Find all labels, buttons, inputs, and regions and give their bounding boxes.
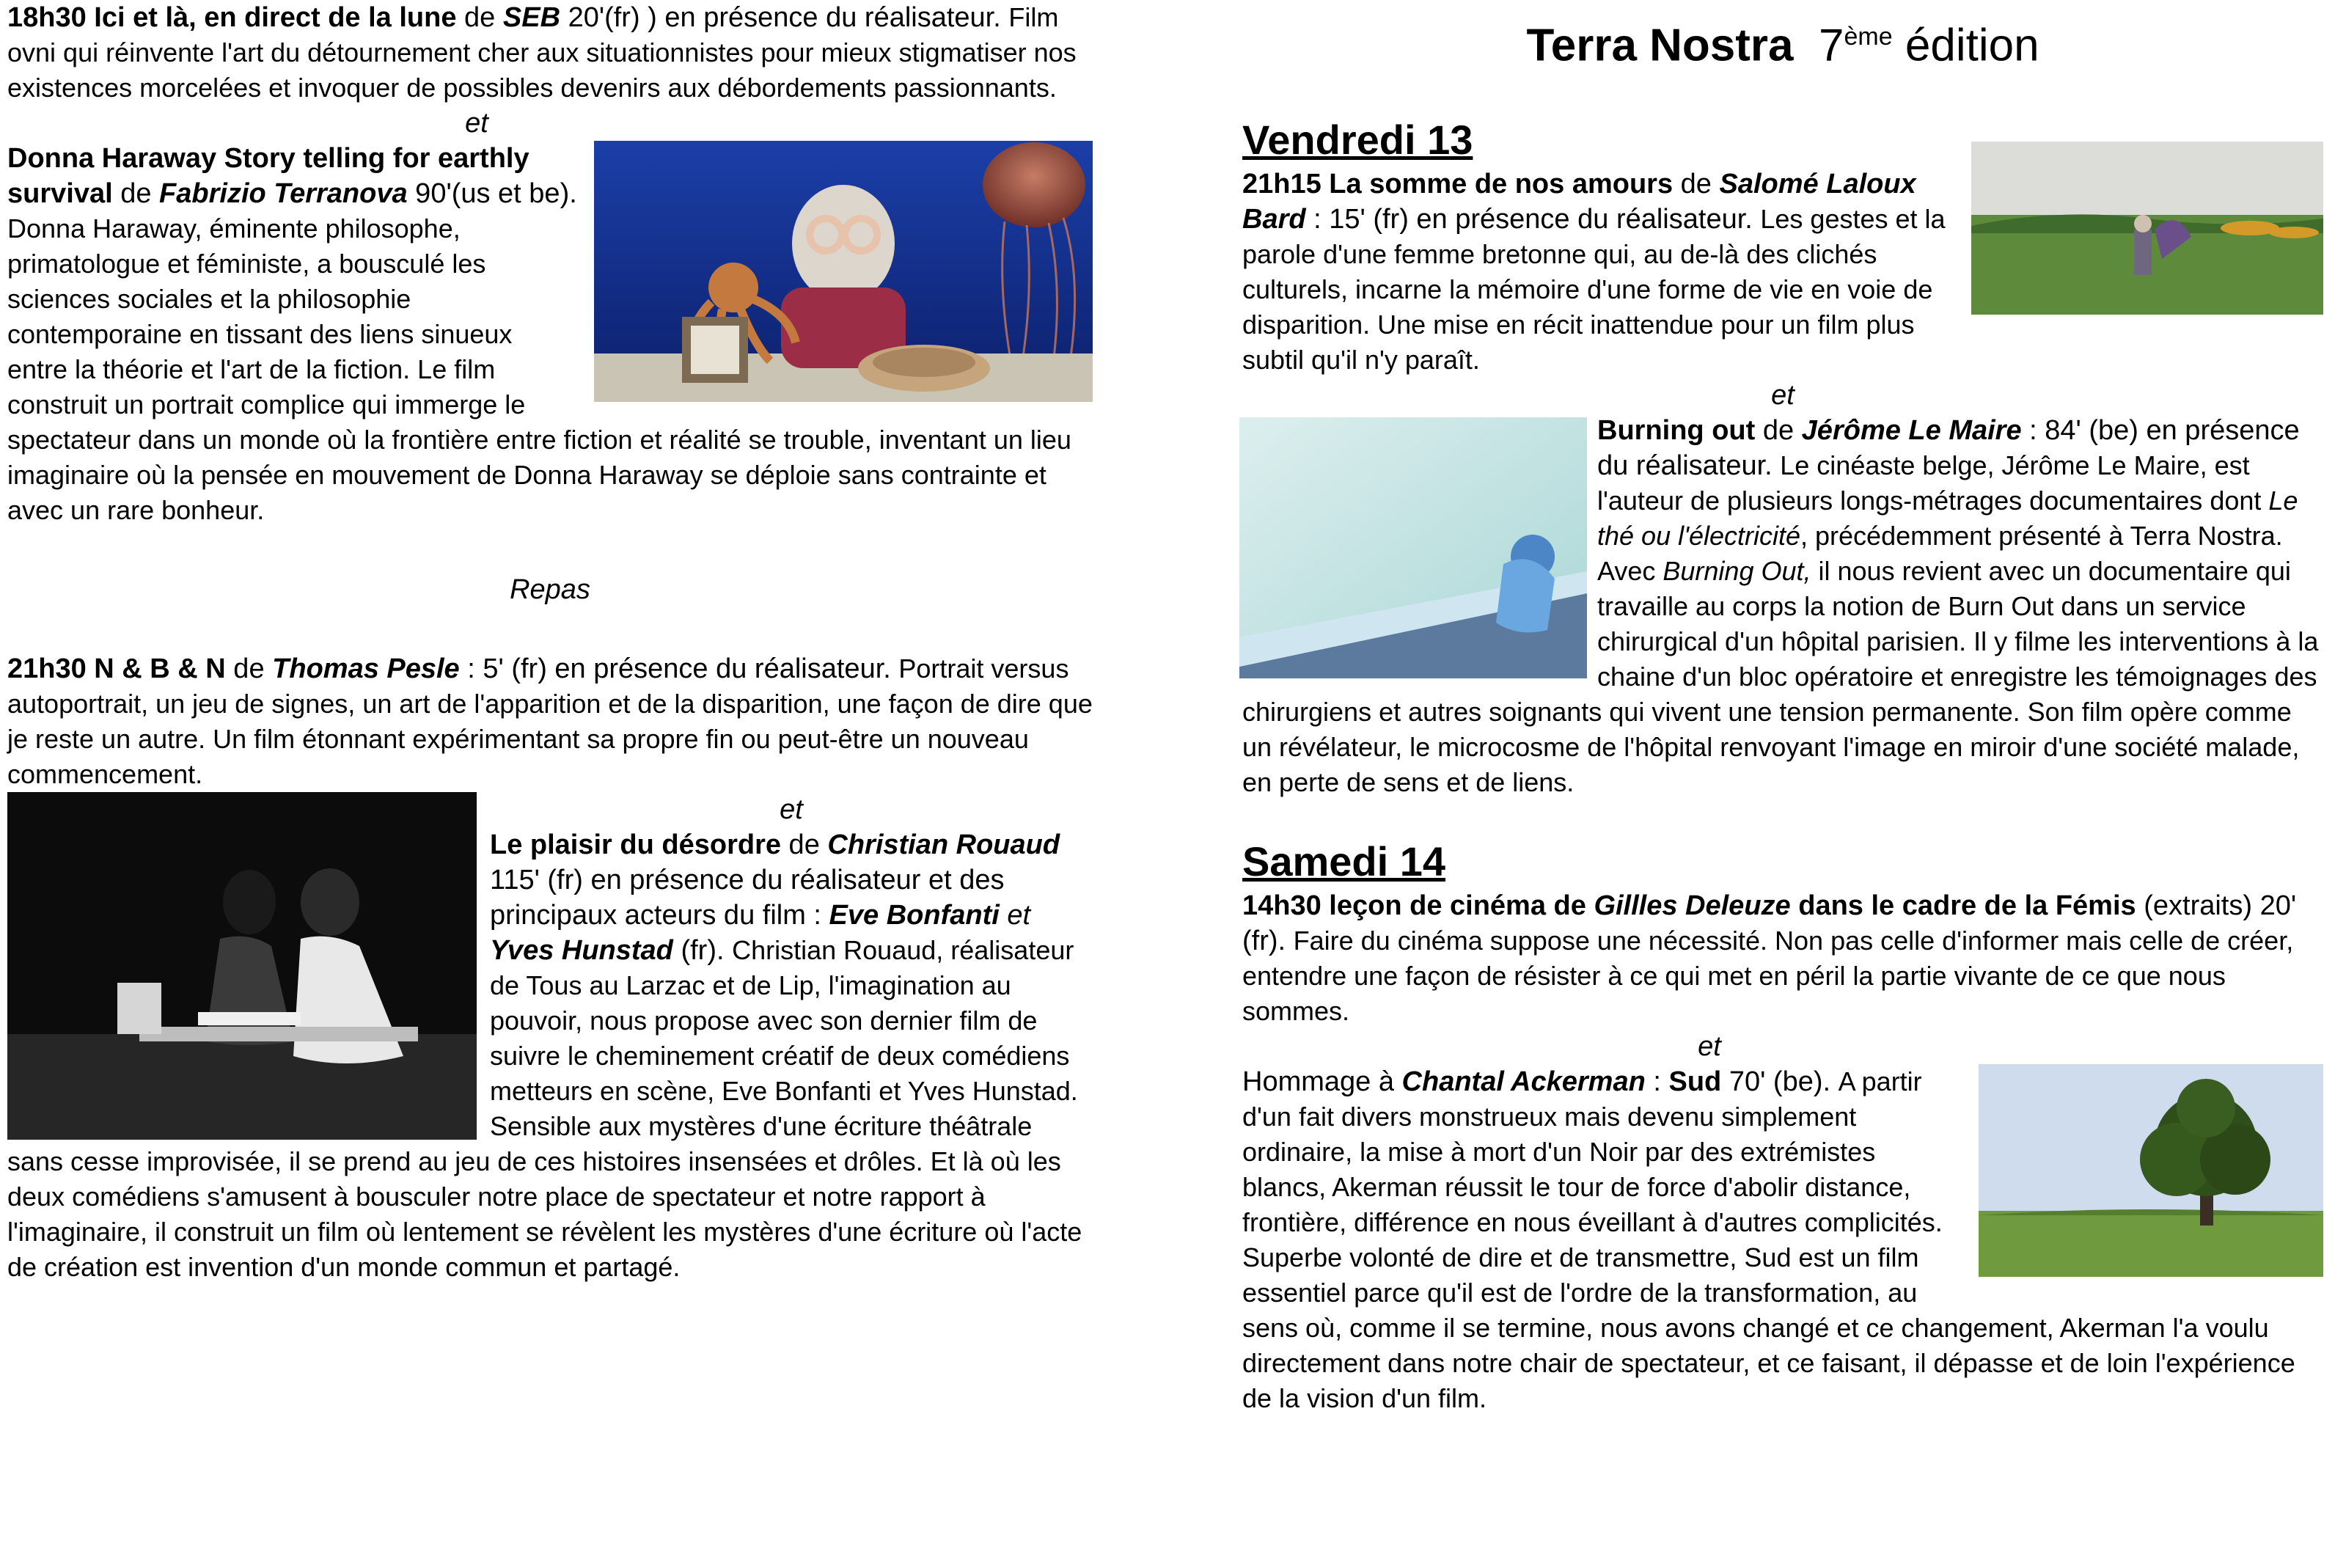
text-run: : 84' (be) en présence du réalisateur. <box>1597 414 2300 481</box>
text-run: Gillles Deleuze <box>1594 890 1791 921</box>
text-run: 14h30 leçon de cinéma de <box>1242 890 1594 921</box>
text-run: Eve Bonfanti <box>829 900 1000 931</box>
text-run: Salomé Laloux Bard <box>1242 168 1916 235</box>
day-heading-vendredi: Vendredi 13 <box>1242 116 1473 163</box>
text-run: Hommage à <box>1242 1066 1402 1097</box>
text-run: Donna Haraway Story telling for earthly survival <box>7 143 529 209</box>
text-run: Le thé ou l'électricité <box>1597 485 2298 551</box>
program-entry-n-b-n <box>7 651 1093 792</box>
text-run: dans le cadre de la Fémis <box>1790 890 2136 921</box>
text-run: de <box>781 829 828 860</box>
et-separator: et <box>465 108 488 139</box>
haraway-photo <box>594 141 1093 402</box>
text-run: Jérôme Le Maire <box>1801 414 2022 446</box>
text-run: (fr). <box>672 935 733 966</box>
text-run: de <box>1673 168 1720 199</box>
text-run: (extraits) 20' (fr). <box>1242 890 2297 956</box>
text-run: Thomas Pesle <box>272 653 460 684</box>
text-run: de <box>225 653 273 684</box>
text-run: Christian Rouaud, réalisateur de Tous au Larzac et de Lip, l'imagination au pouvoir, nous propose avec son dernier film de suivre le cheminement créatif de deux comédiens metteurs en scène, Eve Bonfanti et Yves Hunstad. Sensible aux mystères d'une écriture théâtrale sans cesse improvisée, il se prend au jeu de ces histoires insensées et drôles. Et là où les deux comédiens s'amusent à bousculer notre place de spectateur et notre rapport à l'imaginaire, il construit un film où lentement se révèlent les mystères d'une écriture où l'acte de création est invention d'un monde commun et partagé. <box>7 935 1082 1282</box>
text-run: Burning Out, <box>1663 555 1811 586</box>
text-run: Le plaisir du désordre <box>490 829 781 860</box>
left-column <box>7 0 1093 1285</box>
text-run: 115' (fr) en présence du réalisateur et des principaux acteurs du film : <box>490 865 1005 931</box>
text-run: Les gestes et la parole d'une femme bretonne qui, au de-là des clichés culturels, incarne la mémoire d'une forme de vie en voie de disparition. Une mise en récit inattendue pour un film plus subtil qu'il n'y paraît. <box>1242 203 1946 375</box>
text-run: Faire du cinéma suppose une nécessité. Non pas celle d'informer mais celle de créer, entendre une façon de résister à ce qui met en péril la partie vivante de ce que nous sommes. <box>1242 925 2294 1026</box>
text-run: : 5' (fr) en présence du réalisateur. <box>459 653 899 684</box>
text-run: Le cinéaste belge, Jérôme Le Maire, est l'auteur de plusieurs longs-métrages documentaires dont <box>1597 450 2269 516</box>
et-separator: et <box>780 794 803 825</box>
text-run: 21h15 La somme de nos amours <box>1242 168 1674 199</box>
program-entry-deleuze <box>1242 888 2323 1029</box>
rouaud-photo <box>7 792 477 1140</box>
text-run: de <box>112 178 160 209</box>
text-run: Film ovni qui réinvente l'art du détournement cher aux situationnistes pour mieux stigmatiser nos existences morcelées et invoquer de possibles devenirs aux débordements passionnants. <box>7 2 1077 103</box>
text-run: 18h30 Ici et là, en direct de la lune <box>7 2 457 33</box>
program-entry-plaisir-du-desordre <box>7 792 1093 1285</box>
text-run: SEB <box>502 2 561 33</box>
text-run: , précédemment présenté à Terra Nostra. Avec <box>1597 520 2283 586</box>
text-run: Burning out <box>1597 414 1756 446</box>
program-entry-sud-ackerman <box>1242 1064 2323 1416</box>
right-column <box>1242 0 2323 1416</box>
program-entry-somme-de-nos-amours <box>1242 166 2323 378</box>
et-separator: et <box>1771 379 1795 411</box>
text-run: et <box>999 900 1031 931</box>
text-run: : 15' (fr) en présence du réalisateur. <box>1305 203 1761 235</box>
sud-photo <box>1979 1064 2323 1277</box>
text-run: 21h30 N & B & N <box>7 653 226 684</box>
program-entry-donna-haraway <box>7 141 1093 528</box>
text-run: : <box>1645 1066 1669 1097</box>
et-separator: et <box>1698 1030 1721 1062</box>
text-run: Chantal Ackerman <box>1401 1066 1646 1097</box>
text-run: A partir d'un fait divers monstrueux mais devenu simplement ordinaire, la mise à mort d'un Noir par des extrémistes blancs, Akerman réussit le tour de force d'abolir distance, frontière, différence en nous éveillant à d'autres complicités. Superbe volonté de dire et de transmettre, Sud est un film essentiel parce qu'il est de l'ordre de la transformation, au sens où, comme il se termine, nous avons changé et ce changement, Akerman l'a voulu directement dans notre chair de spectateur, et ce faisant, il dépasse et de loin l'expérience de la vision d'un film. <box>1242 1066 2295 1413</box>
laloux-photo <box>1971 142 2323 315</box>
text-run: de <box>456 2 503 33</box>
text-run: Portrait versus autoportrait, un jeu de signes, un art de l'apparition et de la disparition, une façon de dire que je reste un autre. Un film étonnant expérimentant sa propre fin ou peut-être un nouveau commencement. <box>7 653 1093 789</box>
program-entry-ici-et-la <box>7 0 1093 106</box>
burning-out-photo <box>1239 417 1587 678</box>
text-run: de <box>1755 414 1802 446</box>
text-run: 90'(us et be). <box>407 178 577 209</box>
text-run: Fabrizio Terranova <box>159 178 408 209</box>
text-run: 70' (be). <box>1721 1066 1839 1097</box>
text-run: Sud <box>1668 1066 1722 1097</box>
text-run: Yves Hunstad <box>490 935 673 966</box>
text-run: 20'(fr) ) en présence du réalisateur. <box>560 2 1009 33</box>
text-run: il nous revient avec un documentaire qui travaille au corps la notion de Burn Out dans un service chirurgical d'un hôpital parisien. Il y filme les interventions à la chaine d'un bloc opératoire et enregistre les témoignages des chirurgiens et autres soignants qui vivent une tension permanente. Son film opère comme un révélateur, le microcosme de l'hôpital renvoyant l'image en miroir d'une société malade, en perte de sens et de liens. <box>1242 555 2319 797</box>
day-heading-samedi: Samedi 14 <box>1242 838 1446 884</box>
page-title: Terra Nostra 7ème édition <box>1526 20 2039 71</box>
program-entry-burning-out <box>1242 413 2323 800</box>
text-run: Christian Rouaud <box>827 829 1060 860</box>
repas-label: Repas <box>510 574 590 605</box>
text-run: Donna Haraway, éminente philosophe, primatologue et féministe, a bousculé les sciences sociales et la philosophie contemporaine en tissant des liens sinueux entre la théorie et l'art de la fiction. Le film construit un portrait complice qui immerge le spectateur dans un monde où la frontière entre fiction et réalité se trouble, inventant un lieu imaginaire où la pensée en mouvement de Donna Haraway se déploie sans contrainte et avec un rare bonheur. <box>7 213 1071 525</box>
